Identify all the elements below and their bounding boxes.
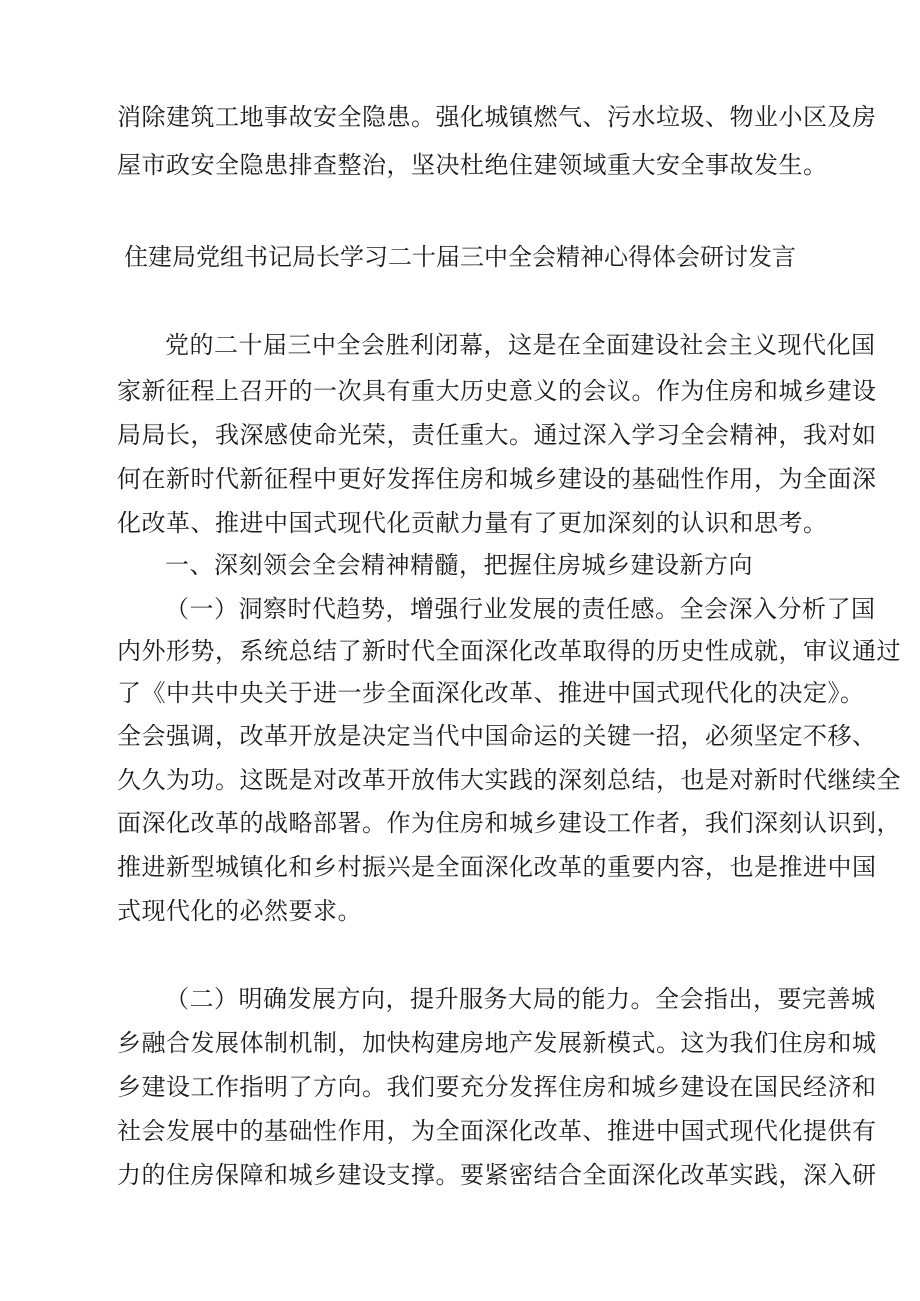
- para1-line-3: 局局长，我深感使命光荣，责任重大。通过深入学习全会精神，我对如: [117, 421, 877, 449]
- intro-line-1: 消除建筑工地事故安全隐患。强化城镇燃气、污水垃圾、物业小区及房: [117, 103, 877, 131]
- para2-line-2: 内外形势，系统总结了新时代全面深化改革取得的历史性成就，审议通过: [117, 637, 901, 665]
- para3-line-2: 乡融合发展体制机制，加快构建房地产发展新模式。这为我们住房和城: [117, 1029, 877, 1057]
- intro-line-2: 屋市政安全隐患排查整治，坚决杜绝住建领域重大安全事故发生。: [117, 151, 828, 179]
- document-title: 住建局党组书记局长学习二十届三中全会精神心得体会研讨发言: [124, 243, 796, 271]
- para1-line-4: 何在新时代新征程中更好发挥住房和城乡建设的基础性作用，为全面深: [117, 465, 877, 493]
- para2-line-8: 式现代化的必然要求。: [117, 897, 362, 925]
- para2-line-1: （一）洞察时代趋势，增强行业发展的责任感。全会深入分析了国: [165, 595, 876, 623]
- para2-line-6: 面深化改革的战略部署。作为住房和城乡建设工作者，我们深刻认识到，: [117, 809, 901, 837]
- para3-line-3: 乡建设工作指明了方向。我们要充分发挥住房和城乡建设在国民经济和: [117, 1073, 877, 1101]
- para1-line-1: 党的二十届三中全会胜利闭幕，这是在全面建设社会主义现代化国: [165, 331, 876, 359]
- para2-line-4: 全会强调，改革开放是决定当代中国命运的关键一招，必须坚定不移、: [117, 722, 877, 750]
- para2-line-7: 推进新型城镇化和乡村振兴是全面深化改革的重要内容，也是推进中国: [117, 853, 877, 881]
- section-heading-1: 一、深刻领会全会精神精髓，把握住房城乡建设新方向: [165, 551, 753, 579]
- para3-line-1: （二）明确发展方向，提升服务大局的能力。全会指出，要完善城: [165, 985, 876, 1013]
- para3-line-5: 力的住房保障和城乡建设支撑。要紧密结合全面深化改革实践，深入研: [117, 1161, 877, 1189]
- para2-line-3: 了《中共中央关于进一步全面深化改革、推进中国式现代化的决定》。: [117, 679, 865, 707]
- para1-line-5: 化改革、推进中国式现代化贡献力量有了更加深刻的认识和思考。: [117, 509, 828, 537]
- para1-line-2: 家新征程上召开的一次具有重大历史意义的会议。作为住房和城乡建设: [117, 377, 877, 405]
- para2-line-5: 久久为功。这既是对改革开放伟大实践的深刻总结，也是对新时代继续全: [117, 766, 901, 794]
- para3-line-4: 社会发展中的基础性作用，为全面深化改革、推进中国式现代化提供有: [117, 1117, 877, 1145]
